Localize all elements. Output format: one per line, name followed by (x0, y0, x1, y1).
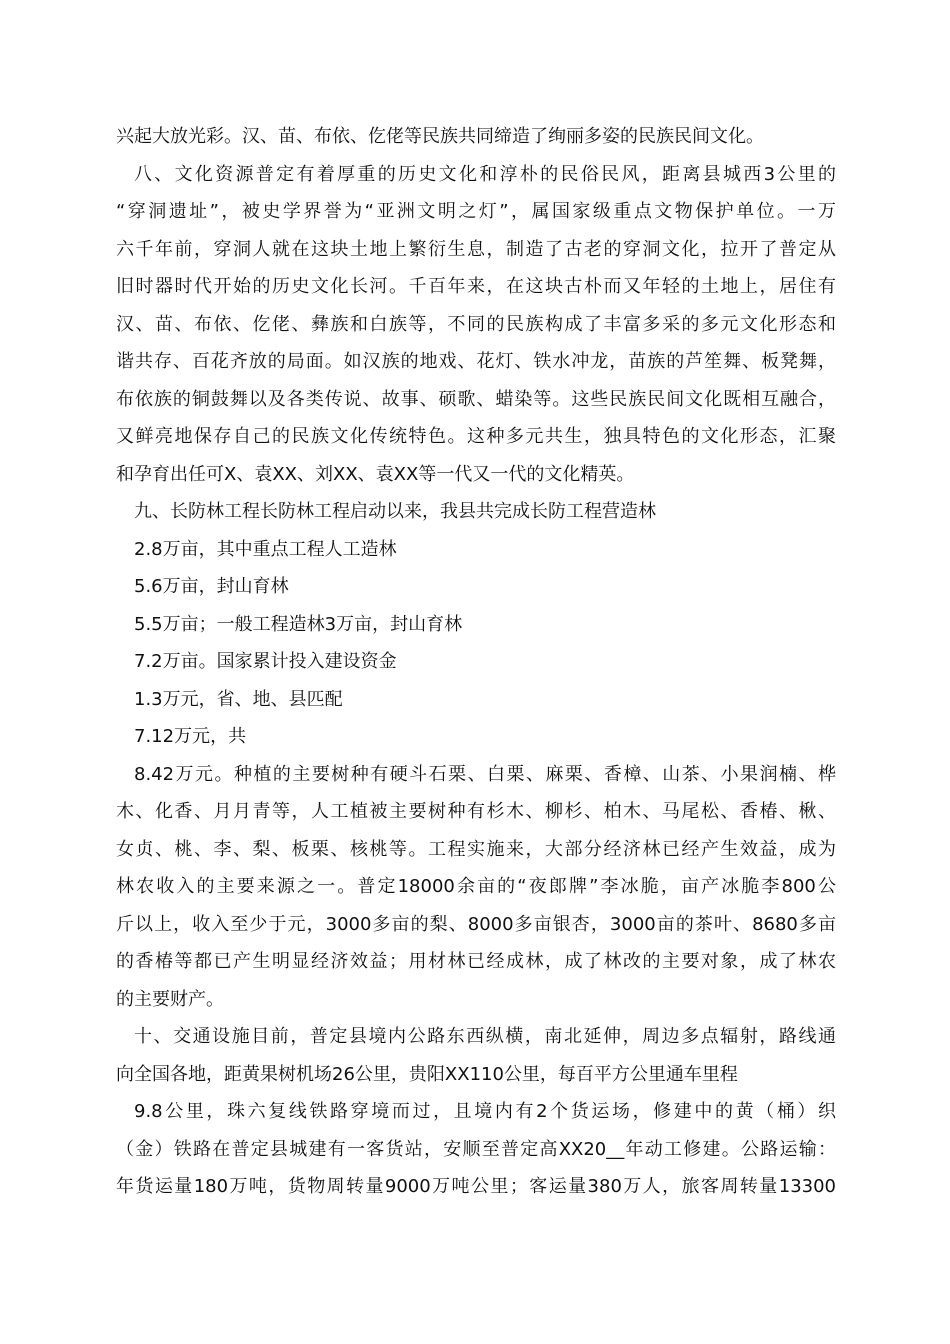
text-line: “穿洞遗址”，被史学界誉为“亚洲文明之灯”，属国家级重点文物保护单位。一万 (116, 201, 836, 222)
text-line: 木、化香、月月青等，人工植被主要树种有杉木、柳杉、柏木、马尾松、香椿、楸、 (116, 801, 836, 822)
text-line: 汉、苗、布依、仡佬、彝族和白族等，不同的民族构成了丰富多采的多元文化形态和 (116, 313, 836, 335)
text-line: 向全国各地，距黄果树机场26公里，贵阳XX110公里，每百平方公里通车里程 (116, 1063, 738, 1085)
text-line: 9.8公里，珠六复线铁路穿境而过，且境内有2个货运场，修建中的黄（桶）织 (134, 1101, 836, 1122)
text-line: 女贞、桃、李、梨、板栗、核桃等。工程实施来，大部分经济林已经产生效益，成为 (116, 838, 836, 860)
text-line: 7.2万亩。国家累计投入建设资金 (134, 651, 397, 672)
text-line: 兴起大放光彩。汉、苗、布依、仡佬等民族共同缔造了绚丽多姿的民族民间文化。 (116, 126, 764, 147)
text-line: 布依族的铜鼓舞以及各类传说、故事、硕歌、蜡染等。这些民族民间文化既相互融合， (116, 388, 836, 410)
text-line: 林农收入的主要来源之一。普定18000余亩的“夜郎牌”李冰脆，亩产冰脆李800公 (116, 876, 836, 897)
text-line: 八、文化资源普定有着厚重的历史文化和淳朴的民俗民风，距离县城西3公里的 (134, 163, 836, 185)
text-line: 8.42万元。种植的主要树种有硬斗石栗、白栗、麻栗、香樟、山茶、小果润楠、桦 (134, 763, 836, 785)
text-line: 又鲜亮地保存自己的民族文化传统特色。这种多元共生，独具特色的文化形态，汇聚 (116, 426, 836, 447)
text-line: 六千年前，穿洞人就在这块土地上繁衍生息，制造了古老的穿洞文化，拉开了普定从 (116, 238, 836, 260)
text-line: 和孕育出任可X、袁XX、刘XX、袁XX等一代又一代的文化精英。 (116, 463, 635, 485)
text-line: （金）铁路在普定县城建有一客货站，安顺至普定高XX20__年动工修建。公路运输： (116, 1138, 836, 1160)
document-page (116, 118, 836, 1206)
text-line: 十、交通设施目前，普定县境内公路东西纵横，南北延伸，周边多点辐射，路线通 (134, 1026, 836, 1047)
text-line: 5.5万亩；一般工程造林3万亩，封山育林 (134, 613, 463, 635)
text-line: 的香椿等都已产生明显经济效益；用材林已经成林，成了林改的主要对象，成了林农 (116, 951, 836, 972)
text-line: 2.8万亩，其中重点工程人工造林 (134, 538, 397, 560)
text-line: 7.12万元，共 (134, 726, 247, 747)
text-line: 1.3万元，省、地、县匹配 (134, 688, 343, 710)
text-line: 5.6万亩，封山育林 (134, 576, 289, 597)
text-line: 的主要财产。 (116, 988, 224, 1010)
text-line: 九、长防林工程长防林工程启动以来，我县共完成长防工程营造林 (134, 501, 656, 522)
text-line: 年货运量180万吨，货物周转量9000万吨公里；客运量380万人，旅客周转量13300 (116, 1176, 836, 1197)
text-line: 斤以上，收入至少于元，3000多亩的梨、8000多亩银杏，3000亩的茶叶、8680多亩 (116, 913, 836, 935)
text-line: 谐共存、百花齐放的局面。如汉族的地戏、花灯、铁水冲龙，苗族的芦笙舞、板凳舞， (116, 351, 836, 372)
text-line: 旧时器时代开始的历史文化长河。千百年来，在这块古朴而又年轻的土地上，居住有 (116, 276, 836, 297)
